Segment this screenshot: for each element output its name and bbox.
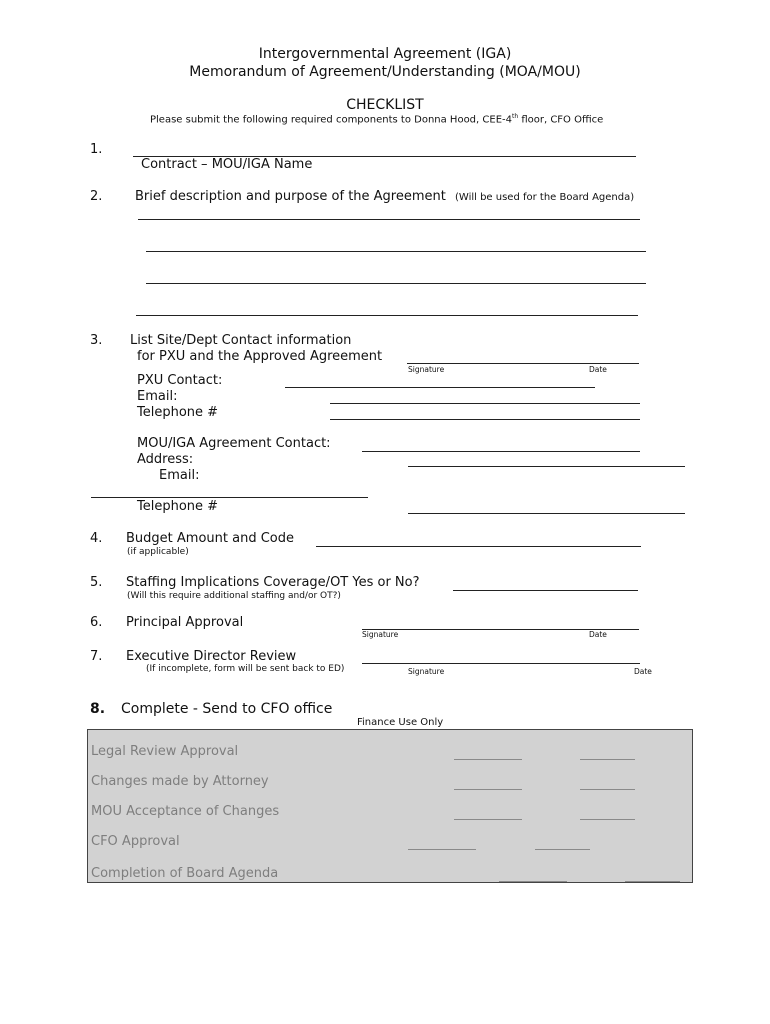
- executive-signature-line[interactable]: [362, 663, 640, 664]
- cfo-approval-label: CFO Approval: [91, 834, 180, 849]
- address-field[interactable]: [408, 466, 685, 467]
- brief-description-note: (Will be used for the Board Agenda): [455, 192, 635, 203]
- email-field[interactable]: [330, 403, 640, 404]
- legal-review-date-field[interactable]: [580, 759, 635, 760]
- contact-info-label-2: for PXU and the Approved Agreement: [137, 349, 383, 364]
- telephone-label: Telephone #: [137, 405, 219, 420]
- cfo-approval-date-field[interactable]: [535, 849, 590, 850]
- staffing-field[interactable]: [453, 590, 638, 591]
- telephone-2-field[interactable]: [408, 513, 685, 514]
- checklist-heading: CHECKLIST: [346, 97, 424, 113]
- principal-approval-label: Principal Approval: [126, 615, 244, 630]
- finance-heading: Finance Use Only: [357, 717, 444, 728]
- email-2-field[interactable]: [91, 497, 368, 498]
- date-caption: Date: [589, 365, 607, 374]
- description-line-2[interactable]: [146, 251, 646, 252]
- budget-field[interactable]: [316, 546, 641, 547]
- contact-info-label: List Site/Dept Contact information: [130, 333, 352, 348]
- mou-contact-label: MOU/IGA Agreement Contact:: [137, 436, 331, 451]
- attorney-changes-label: Changes made by Attorney: [91, 774, 269, 789]
- item-number-3: 3.: [90, 333, 103, 348]
- item-number-4: 4.: [90, 531, 103, 546]
- cfo-approval-field[interactable]: [408, 849, 476, 850]
- instructions-text: Please submit the following required components to Donna Hood, CEE-4: [150, 114, 512, 126]
- executive-review-label: Executive Director Review: [126, 649, 297, 664]
- budget-note: (if applicable): [127, 547, 189, 557]
- principal-date-caption: Date: [589, 630, 607, 639]
- attorney-changes-date-field[interactable]: [580, 789, 635, 790]
- description-line-1[interactable]: [138, 219, 640, 220]
- title-line-2: Memorandum of Agreement/Understanding (MOA/MOU): [189, 64, 581, 80]
- instructions: [150, 113, 603, 125]
- pxu-contact-label: PXU Contact:: [137, 373, 223, 388]
- mou-contact-field[interactable]: [362, 451, 640, 452]
- principal-signature-caption: Signature: [362, 630, 399, 639]
- board-agenda-field[interactable]: [499, 881, 567, 882]
- mou-acceptance-date-field[interactable]: [580, 819, 635, 820]
- brief-description-label: Brief description and purpose of the Agreement: [135, 189, 446, 204]
- executive-review-note: (If incomplete, form will be sent back to ED): [146, 664, 345, 674]
- finance-use-box: [87, 729, 693, 883]
- email-2-label: Email:: [159, 468, 200, 483]
- contact-signature-line[interactable]: [407, 363, 639, 364]
- board-agenda-date-field[interactable]: [625, 881, 680, 882]
- telephone-2-label: Telephone #: [137, 499, 219, 514]
- executive-date-caption: Date: [634, 667, 652, 676]
- instructions-text-end: floor, CFO Office: [518, 114, 604, 126]
- signature-caption: Signature: [408, 365, 445, 374]
- item-number-8: 8.: [90, 701, 106, 717]
- email-label: Email:: [137, 389, 178, 404]
- mou-acceptance-label: MOU Acceptance of Changes: [91, 804, 280, 819]
- staffing-note: (Will this require additional staffing and/or OT?): [127, 591, 341, 601]
- item-number-1: 1.: [90, 142, 103, 157]
- legal-review-label: Legal Review Approval: [91, 744, 239, 759]
- budget-label: Budget Amount and Code: [126, 531, 294, 546]
- board-agenda-label: Completion of Board Agenda: [91, 866, 279, 881]
- telephone-field[interactable]: [330, 419, 640, 420]
- description-line-4[interactable]: [136, 315, 638, 316]
- description-line-3[interactable]: [146, 283, 646, 284]
- item-number-6: 6.: [90, 615, 103, 630]
- executive-signature-caption: Signature: [408, 667, 445, 676]
- address-label: Address:: [137, 452, 194, 467]
- item-number-7: 7.: [90, 649, 103, 664]
- contract-name-label: Contract – MOU/IGA Name: [141, 157, 313, 172]
- staffing-label: Staffing Implications Coverage/OT Yes or No?: [126, 575, 420, 590]
- pxu-contact-field[interactable]: [285, 387, 595, 388]
- legal-review-field[interactable]: [454, 759, 522, 760]
- title-line-1: Intergovernmental Agreement (IGA): [258, 46, 512, 62]
- attorney-changes-field[interactable]: [454, 789, 522, 790]
- item-number-2: 2.: [90, 189, 103, 204]
- item-number-5: 5.: [90, 575, 103, 590]
- mou-acceptance-field[interactable]: [454, 819, 522, 820]
- instructions-superscript: th: [511, 113, 519, 120]
- complete-label: Complete - Send to CFO office: [121, 701, 333, 717]
